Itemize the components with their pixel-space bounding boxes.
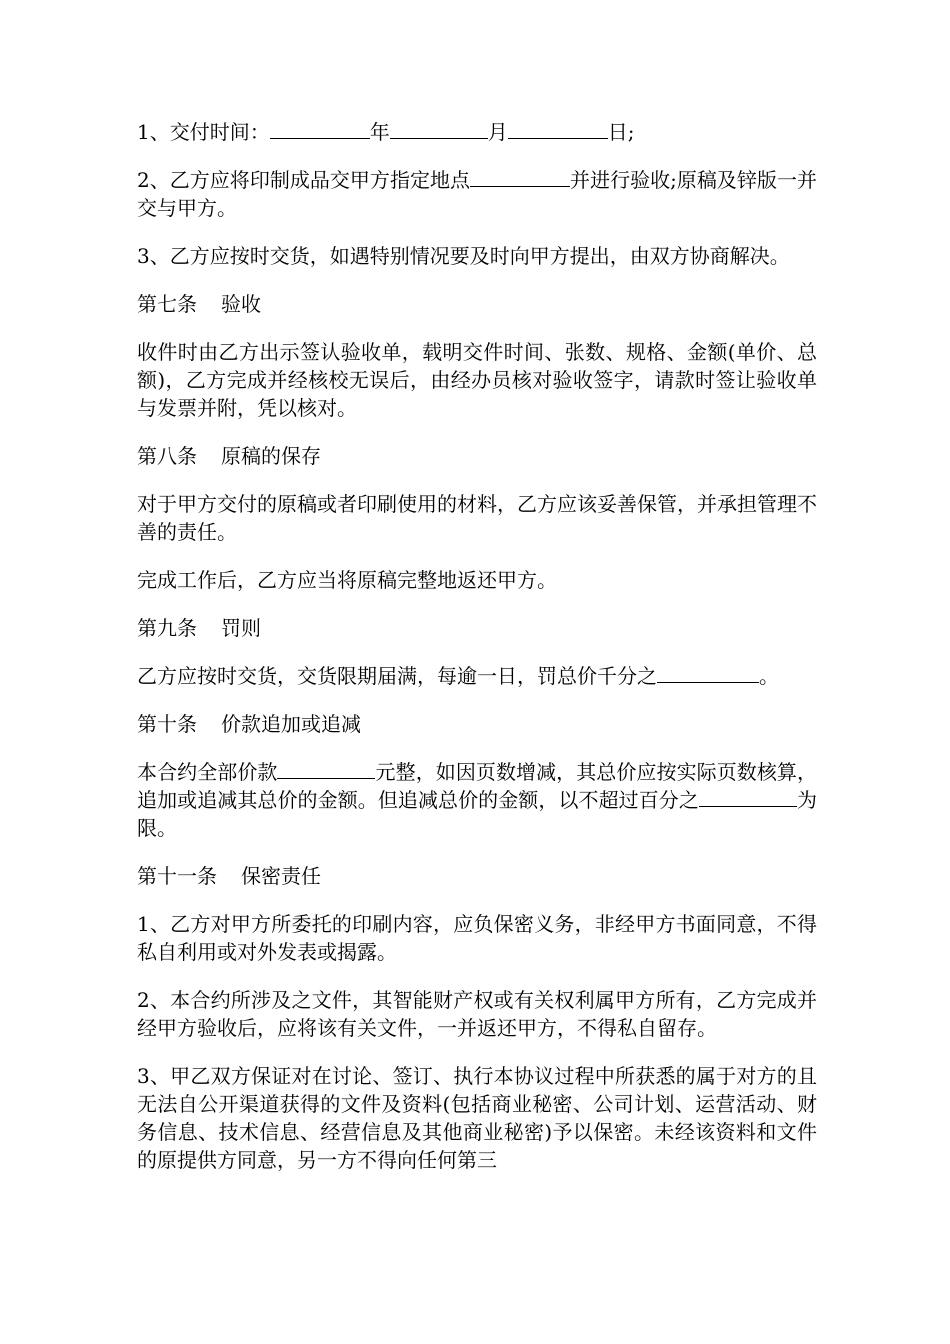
delivery-time-label: 1、交付时间： — [137, 120, 270, 144]
year-blank — [270, 118, 370, 139]
delivery-item-2 — [137, 166, 817, 222]
document-page — [137, 118, 817, 1194]
article-number: 第十一条 — [137, 864, 217, 888]
article-8-heading — [137, 442, 817, 470]
article-7-heading — [137, 290, 817, 318]
article-11-item-3: 3、甲乙双方保证对在讨论、签订、执行本协议过程中所获悉的属于对方的且无法自公开渠道获得的文件及资料(包括商业秘密、公司计划、运营活动、财务信息、技术信息、经营信息及其他商业秘密)予以保密。未经该资料和文件的原提供方同意，另一方不得向任何第三 — [137, 1064, 817, 1172]
penalty-blank — [657, 662, 749, 683]
month-label: 月 — [487, 120, 508, 144]
article-8-text-2: 完成工作后，乙方应当将原稿完整地返还甲方。 — [137, 568, 557, 592]
penalty-text: 乙方应按时交货，交货限期届满，每逾一日，罚总价千分之 — [137, 664, 657, 688]
price-limit-suffix: 为限。 — [137, 788, 818, 840]
delivery-item-1 — [137, 118, 817, 146]
article-title: 验收 — [221, 292, 261, 316]
article-8-text-1: 对于甲方交付的原稿或者印刷使用的材料，乙方应该妥善保管，并承担管理不善的责任。 — [137, 492, 817, 544]
article-number: 第九条 — [137, 616, 197, 640]
location-blank — [470, 166, 570, 187]
article-number: 第七条 — [137, 292, 197, 316]
price-adjust-text: 元整，如因页数增减，其总价应按实际页数核算，追加或追减其总价的金额。但追减总价的金额，以不超过百分之 — [137, 760, 818, 812]
delivery-location-suffix: 并进行验收;原稿及锌版一并交与甲方。 — [137, 168, 817, 220]
article-10-text — [137, 758, 817, 842]
article-11-heading — [137, 862, 817, 890]
article-11-item-2: 2、本合约所涉及之文件，其智能财产权或有关权利属甲方所有，乙方完成并经甲方验收后，应将该有关文件，一并返还甲方，不得私自留存。 — [137, 988, 817, 1040]
month-blank — [390, 118, 488, 139]
penalty-blank-cont — [749, 662, 759, 683]
article-9-text — [137, 662, 817, 690]
day-blank — [508, 118, 608, 139]
article-title: 保密责任 — [241, 864, 321, 888]
price-blank — [277, 758, 375, 779]
article-10-heading — [137, 710, 817, 738]
penalty-suffix: 。 — [759, 664, 779, 688]
percent-blank — [699, 786, 797, 807]
article-9-heading — [137, 614, 817, 642]
delivery-item-3: 3、乙方应按时交货，如遇特别情况要及时向甲方提出，由双方协商解决。 — [137, 244, 790, 268]
year-label: 年 — [369, 120, 390, 144]
article-number: 第八条 — [137, 444, 197, 468]
price-text: 本合约全部价款 — [137, 760, 278, 784]
article-title: 价款追加或追减 — [221, 712, 361, 736]
article-number: 第十条 — [137, 712, 197, 736]
article-title: 罚则 — [221, 616, 261, 640]
article-11-item-1: 1、乙方对甲方所委托的印刷内容，应负保密义务，非经甲方书面同意，不得私自利用或对外发表或揭露。 — [137, 912, 817, 964]
day-label: 日; — [607, 120, 635, 144]
article-title: 原稿的保存 — [221, 444, 321, 468]
article-7-text: 收件时由乙方出示签认验收单，载明交件时间、张数、规格、金额(单价、总额)，乙方完成并经核校无误后，由经办员核对验收签字，请款时签让验收单与发票并附，凭以核对。 — [137, 340, 817, 420]
delivery-location-text: 2、乙方应将印制成品交甲方指定地点 — [137, 168, 471, 192]
